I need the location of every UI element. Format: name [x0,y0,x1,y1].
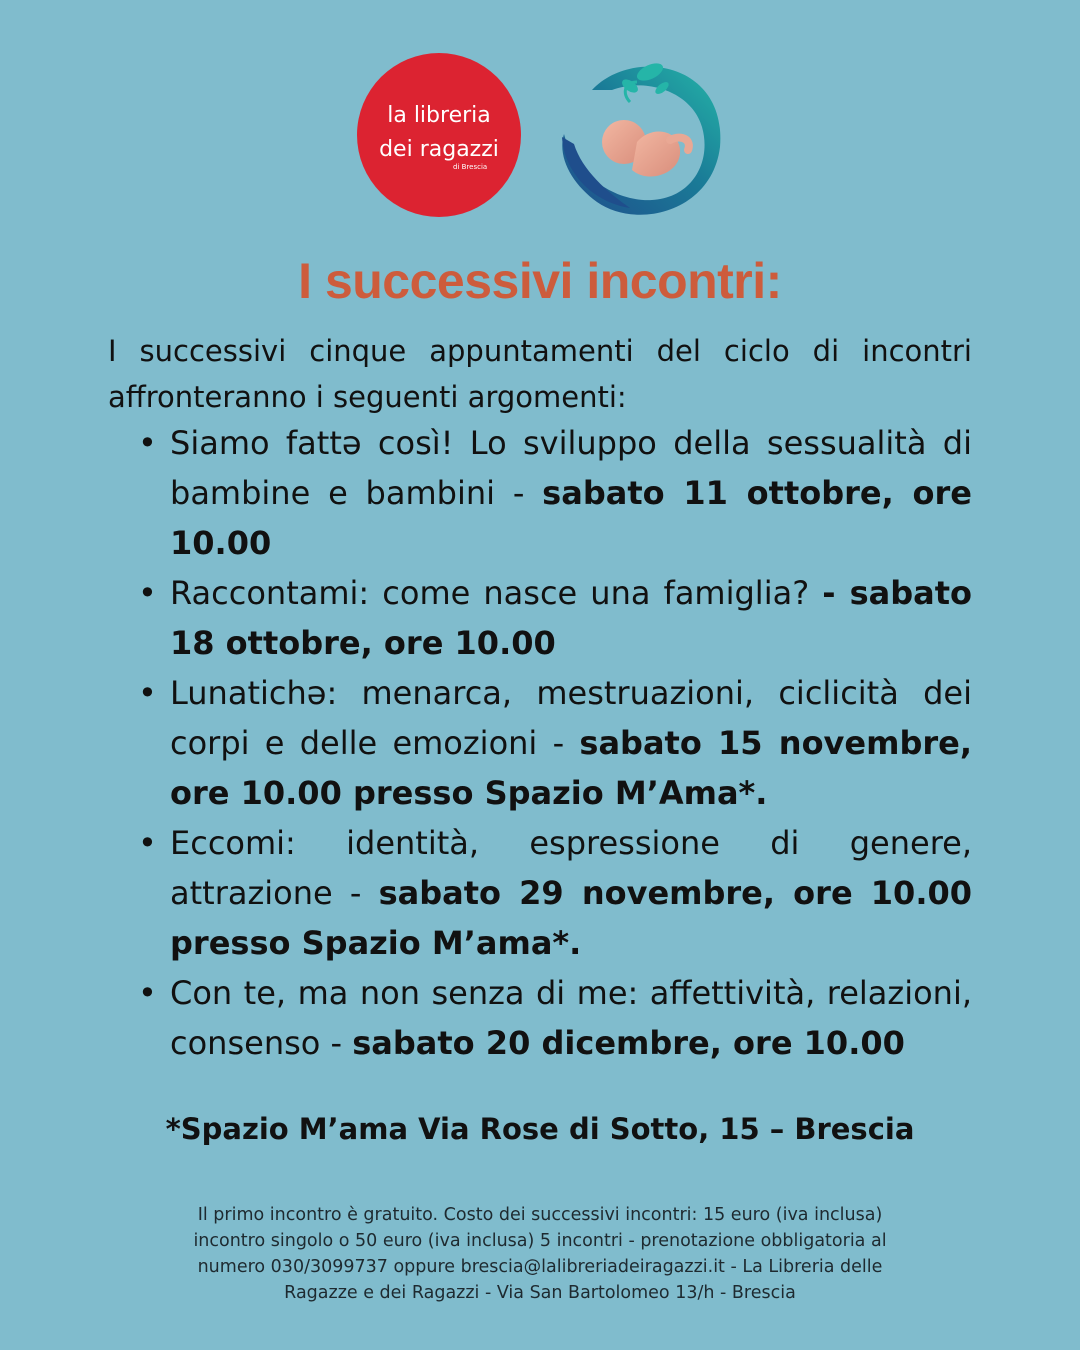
topic-date: sabato 29 novembre, ore 10.00 presso Spazio M’ama*. [170,874,973,962]
topics-list [138,418,973,1068]
topic-date: sabato 11 ottobre, ore 10.00 [170,474,973,562]
logo-text-line3: di Brescia [453,163,488,171]
baby-in-hands-logo-icon [552,52,724,224]
bullet-icon: • [138,974,157,1012]
list-item [138,418,973,568]
libreria-dei-ragazzi-logo [357,53,521,217]
list-item [138,568,972,668]
logo-row [0,52,1080,222]
bullet-icon: • [138,824,157,862]
bullet-icon: • [138,674,157,712]
list-item [138,818,973,968]
logo-text-line1: la libreria [387,103,491,128]
venue-address: *Spazio M’ama Via Rose di Sotto, 15 – Brescia [165,1112,915,1146]
topic-text: Siamo fattə così! Lo sviluppo della sessualità di bambine e bambini - [170,424,972,512]
topic-date: sabato 20 dicembre, ore 10.00 [352,1024,905,1062]
topic-date: - sabato 18 ottobre, ore 10.00 [170,574,972,662]
page-title: I successivi incontri: [298,253,782,309]
bullet-icon: • [138,424,157,462]
topic-text: Con te, ma non senza di me: affettività, relazioni, consenso - [170,974,972,1062]
topic-date: sabato 15 novembre, ore 10.00 presso Spazio M’Ama*. [170,724,973,812]
topic-text: Eccomi: identità, espressione di genere, attrazione - [170,824,972,912]
bullet-icon: • [138,574,157,612]
logo-text-line2: dei ragazzi [379,137,499,162]
topic-text: Raccontami: come nasce una famiglia? [170,574,823,612]
list-item [138,668,973,818]
footer-info: Il primo incontro è gratuito. Costo dei successivi incontri: 15 euro (iva inclusa) incontro singolo o 50 euro (iva inclusa) 5 incontri - prenotazione obbligatoria al numero 030/3099737 oppure brescia@lalibreriadeiragazzi.it - La Libreria delle Ragazze e dei Ragazzi - Via San Bartolomeo 13/h - Brescia [193,1205,887,1303]
topic-text: Lunatichə: menarca, mestruazioni, ciclicità dei corpi e delle emozioni - [170,674,972,762]
intro-paragraph: I successivi cinque appuntamenti del ciclo di incontri affronteranno i seguenti argomenti: [108,334,972,414]
list-item [138,968,972,1068]
